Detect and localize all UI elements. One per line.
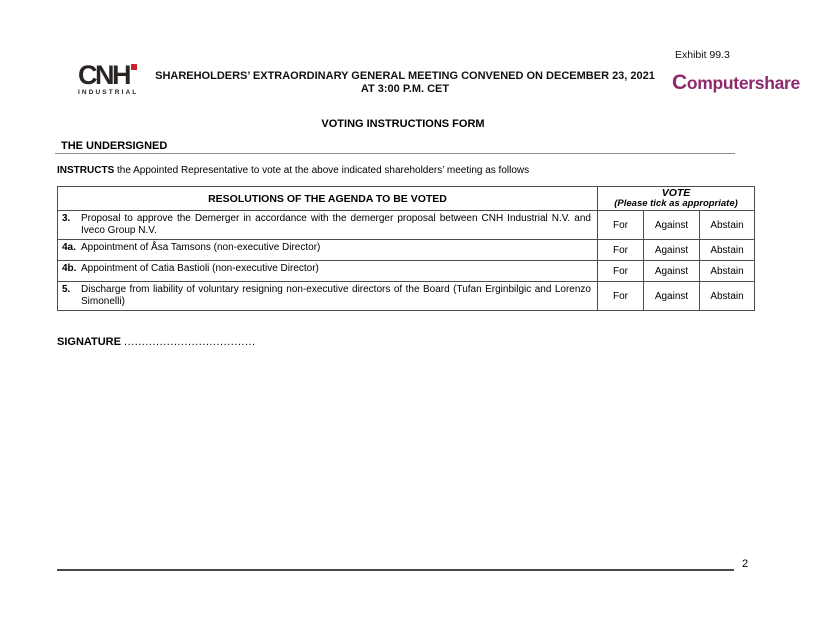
resolution-number: 5. <box>62 284 71 295</box>
vote-header-title: VOTE <box>661 187 691 199</box>
meeting-title <box>110 70 700 96</box>
footer-rule <box>57 569 734 571</box>
meeting-title-line2: AT 3:00 P.M. CET <box>360 83 450 95</box>
form-title: VOTING INSTRUCTIONS FORM <box>321 118 485 130</box>
resolution-number: 4b. <box>62 263 77 274</box>
instructs-keyword: INSTRUCTS <box>57 165 115 176</box>
resolution-cell <box>58 211 598 240</box>
computershare-logo: Computershare <box>672 71 800 94</box>
resolution-cell <box>58 282 598 311</box>
vote-cell-for[interactable]: For <box>598 261 644 282</box>
signature-dotted-field[interactable]: ..................................... <box>124 336 256 348</box>
vote-cell-against[interactable]: Against <box>644 261 700 282</box>
table-row <box>58 211 755 240</box>
voting-table <box>57 186 755 311</box>
signature-label: SIGNATURE <box>57 336 121 348</box>
undersigned-heading: THE UNDERSIGNED <box>61 140 168 152</box>
meeting-title-line1: SHAREHOLDERS’ EXTRAORDINARY GENERAL MEETING CONVENED ON DECEMBER 23, 2021 <box>155 70 655 82</box>
instructs-text: the Appointed Representative to vote at the above indicated shareholders’ meeting as follows <box>114 165 530 176</box>
signature-line <box>57 336 256 348</box>
vote-cell-abstain[interactable]: Abstain <box>700 240 755 261</box>
vote-cell-for[interactable]: For <box>598 282 644 311</box>
vote-header <box>598 187 755 211</box>
cnh-logo-subtext: INDUSTRIAL <box>78 89 139 96</box>
resolution-text: Appointment of Catia Bastioli (non-executive Director) <box>81 263 319 274</box>
vote-cell-abstain[interactable]: Abstain <box>700 261 755 282</box>
vote-cell-for[interactable]: For <box>598 211 644 240</box>
page-number: 2 <box>742 558 749 570</box>
resolution-number: 4a. <box>62 242 76 253</box>
resolutions-header: RESOLUTIONS OF THE AGENDA TO BE VOTED <box>58 187 598 211</box>
table-header-row <box>58 187 755 211</box>
table-row <box>58 282 755 311</box>
resolution-text: Proposal to approve the Demerger in accordance with the demerger proposal between CNH Industrial N.V. and Iveco Group N.V. <box>81 213 591 236</box>
undersigned-rule <box>55 153 735 154</box>
table-row <box>58 261 755 282</box>
table-row <box>58 240 755 261</box>
vote-header-subtitle: (Please tick as appropriate) <box>614 198 738 209</box>
resolution-number: 3. <box>62 213 71 224</box>
resolution-cell <box>58 261 598 282</box>
instructs-line <box>57 165 529 176</box>
resolution-cell <box>58 240 598 261</box>
vote-cell-abstain[interactable]: Abstain <box>700 211 755 240</box>
vote-cell-against[interactable]: Against <box>644 282 700 311</box>
vote-cell-abstain[interactable]: Abstain <box>700 282 755 311</box>
vote-cell-for[interactable]: For <box>598 240 644 261</box>
cnh-logo-text: CNH <box>78 60 129 90</box>
vote-cell-against[interactable]: Against <box>644 211 700 240</box>
vote-cell-against[interactable]: Against <box>644 240 700 261</box>
exhibit-label: Exhibit 99.3 <box>675 49 730 61</box>
resolution-text: Discharge from liability of voluntary resigning non-executive directors of the Board (Tufan Erginbilgic and Lorenzo Simonelli) <box>81 284 591 307</box>
resolution-text: Appointment of Åsa Tamsons (non-executive Director) <box>81 242 321 253</box>
